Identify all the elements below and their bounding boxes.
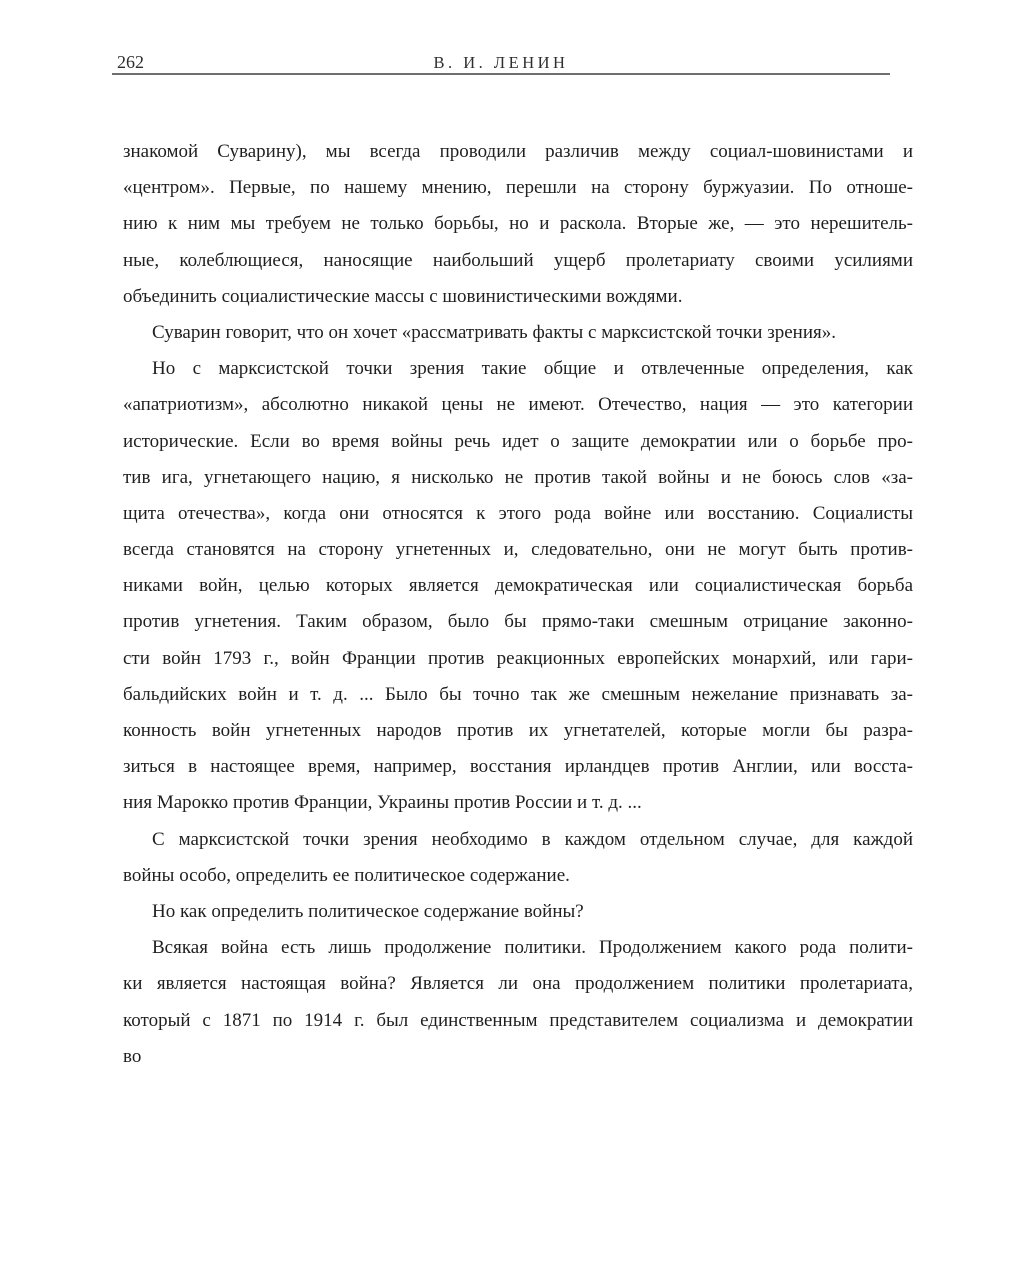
text-line: ные, колеблющиеся, наносящие наибольший ущерб пролетариату своими усилиями <box>123 249 913 271</box>
text-line: всегда становятся на сторону угнетенных и, следовательно, они не могут быть против- <box>123 539 913 561</box>
text-line: тив ига, угнетающего нацию, я нисколько не против такой войны и не боюсь слов «за- <box>123 466 913 488</box>
text-line: ки является настоящая война? Является ли она продолжением политики пролетариата, <box>123 973 913 995</box>
text-line: никами войн, целью которых является демократическая или социалистическая борьба <box>123 575 913 597</box>
text-line: против угнетения. Таким образом, было бы прямо-таки смешным отрицание законно- <box>123 611 913 633</box>
text-line: Всякая война есть лишь продолжение политики. Продолжением какого рода полити- <box>152 937 913 959</box>
text-line: щита отечества», когда они относятся к этого рода войне или восстанию. Социалисты <box>123 502 913 524</box>
text-line: объединить социалистические массы с шовинистическими вождями. <box>123 285 683 307</box>
text-line: знакомой Суварину), мы всегда проводили различив между социал-шовинистами и <box>123 141 913 162</box>
paragraph <box>123 315 913 351</box>
text-line: исторические. Если во время войны речь идет о защите демократии или о борьбе про- <box>123 430 913 452</box>
paragraph <box>123 134 913 315</box>
running-title: В. И. ЛЕНИН <box>433 53 569 72</box>
text-line: нию к ним мы требуем не только борьбы, но и раскола. Вторые же, — это нерешитель- <box>123 213 913 235</box>
text-line: войны особо, определить ее политическое содержание. <box>123 864 570 886</box>
text-line: «апатриотизм», абсолютно никакой цены не имеют. Отечество, нация — это категории <box>123 394 913 416</box>
paragraph <box>123 894 913 930</box>
text-block <box>123 134 913 1075</box>
text-line: С марксистской точки зрения необходимо в каждом отдельном случае, для каждой <box>152 828 913 850</box>
paragraph <box>123 351 913 821</box>
text-line: бальдийских войн и т. д. ... Было бы точно так же смешным нежелание признавать за- <box>123 683 913 705</box>
page-number: 262 <box>117 52 144 72</box>
text-line: Но с марксистской точки зрения такие общие и отвлеченные определения, как <box>152 358 913 380</box>
text-line: Но как определить политическое содержание войны? <box>152 900 584 922</box>
text-line: который с 1871 по 1914 г. был единственным представителем социализма и демократии <box>123 1009 913 1031</box>
text-line: ния Марокко против Франции, Украины против России и т. д. ... <box>123 792 642 814</box>
text-line: конность войн угнетенных народов против их угнетателей, которые могли бы разра- <box>123 720 913 741</box>
paragraph <box>123 822 913 894</box>
header-rule <box>112 73 890 75</box>
text-line: во <box>123 1045 142 1067</box>
text-line: сти войн 1793 г., войн Франции против реакционных европейских монархий, или гари- <box>123 647 913 669</box>
text-line: зиться в настоящее время, например, восстания ирландцев против Англии, или восста- <box>123 756 913 778</box>
paragraph <box>123 930 913 1075</box>
text-line: «центром». Первые, по нашему мнению, перешли на сторону буржуазии. По отноше- <box>123 177 913 199</box>
text-line: Суварин говорит, что он хочет «рассматривать факты с марксистской точки зрения». <box>152 321 836 343</box>
